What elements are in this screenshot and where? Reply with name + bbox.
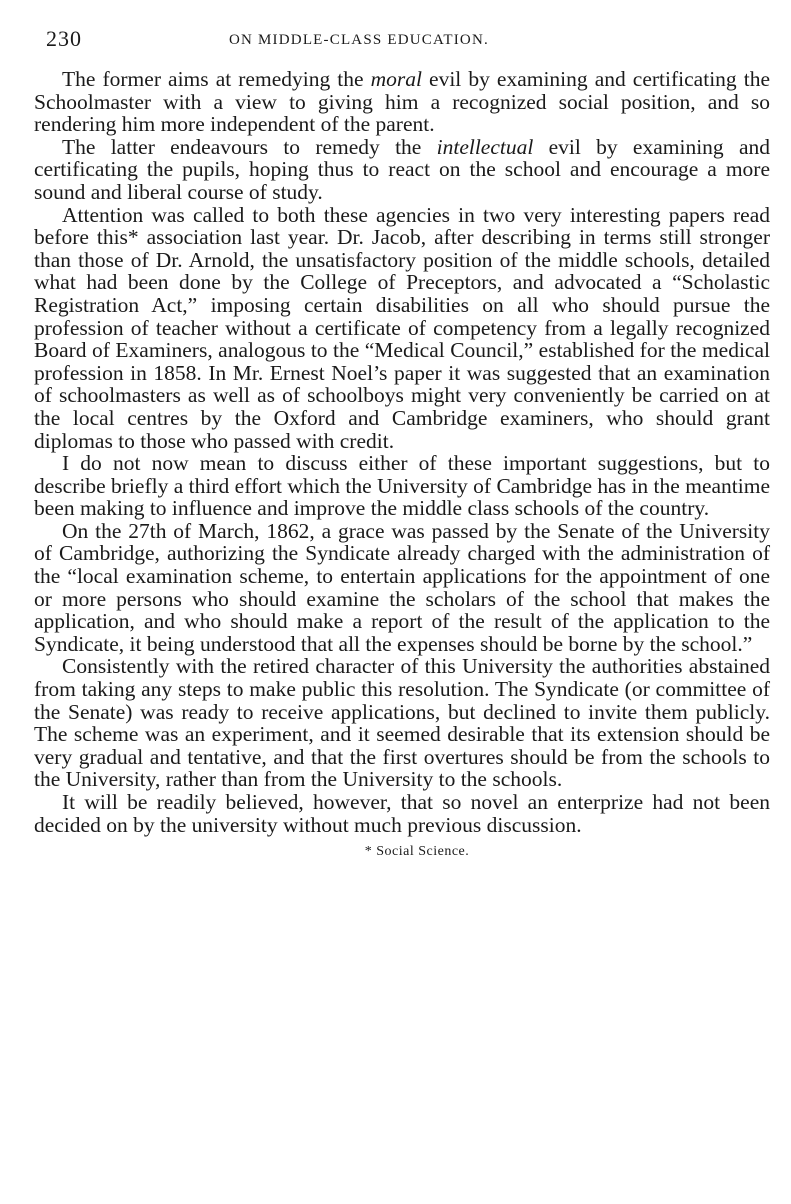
paragraph-consistently: Consistently with the retired character of this University the authorities abstained from taking any steps to make public this resolution. The Syndicate (or committee of the Senate) was ready to receive applications, but declined to invite them publicly. The scheme was an experiment, and it seemed desirable that its extension should be very gradual and tentative, and that the first overtures should be from the schools to the University, rather than from the University to the schools.	[34, 654, 770, 792]
paragraph-moral	[34, 68, 770, 136]
book-page	[34, 26, 770, 860]
page-header	[34, 26, 770, 60]
emphasis-moral: moral	[370, 67, 422, 91]
paragraph-suggestions: I do not now mean to discuss either of these important suggestions, but to describe briefly a third effort which the University of Cambridge has in the meantime been making to influence and improve the middle class schools of the country.	[34, 451, 770, 521]
paragraph-text: evil by examining and certificating the pupils, hoping thus to react on the school and encourage a more sound and liberal course of study.	[34, 134, 770, 204]
paragraph-discussion: It will be readily believed, however, that so novel an enterprize had not been decided on by the university without much previous discussion.	[34, 790, 770, 837]
footnote: * Social Science.	[364, 844, 470, 860]
body-text	[34, 68, 770, 836]
paragraph-text: The latter endeavours to remedy the	[62, 134, 437, 159]
paragraph-text: The former aims at remedying the	[62, 67, 371, 91]
paragraph-grace: On the 27th of March, 1862, a grace was passed by the Senate of the University of Cambridge, authorizing the Syndicate already charged with the administration of the “local examination scheme, to entertain applications for the appointment of one or more persons who should examine the scholars of the school that makes the application, and who should make a report of the result of the application to the Syndicate, it being understood that all the expenses should be borne by the school.”	[34, 518, 770, 656]
running-title: ON MIDDLE-CLASS EDUCATION.	[229, 32, 489, 48]
emphasis-intellectual: intellectual	[436, 134, 534, 159]
paragraph-intellectual	[34, 136, 770, 204]
paragraph-text: evil by examining and certificating the Schoolmaster with a view to giving him a recognized social position, and so rendering him more independent of the parent.	[34, 67, 770, 137]
paragraph-attention: Attention was called to both these agencies in two very interesting papers read before this* association last year. Dr. Jacob, after describing in terms still stronger than those of Dr. Arnold, the unsatisfactory position of the middle schools, detailed what had been done by the College of Preceptors, and advocated a “Scholastic Registration Act,” imposing certain disabilities on all who should pursue the profession of teacher without a certificate of competency from a legally recognized Board of Examiners, analogous to the “Medical Council,” established for the medical profession in 1858. In Mr. Ernest Noel’s paper it was suggested that an examination of schoolmasters as well as of schoolboys might very conveniently be carried on at the local centres by the Oxford and Cambridge examiners, who should grant diplomas to those who passed with credit.	[34, 202, 770, 453]
page-number: 230	[46, 26, 82, 51]
